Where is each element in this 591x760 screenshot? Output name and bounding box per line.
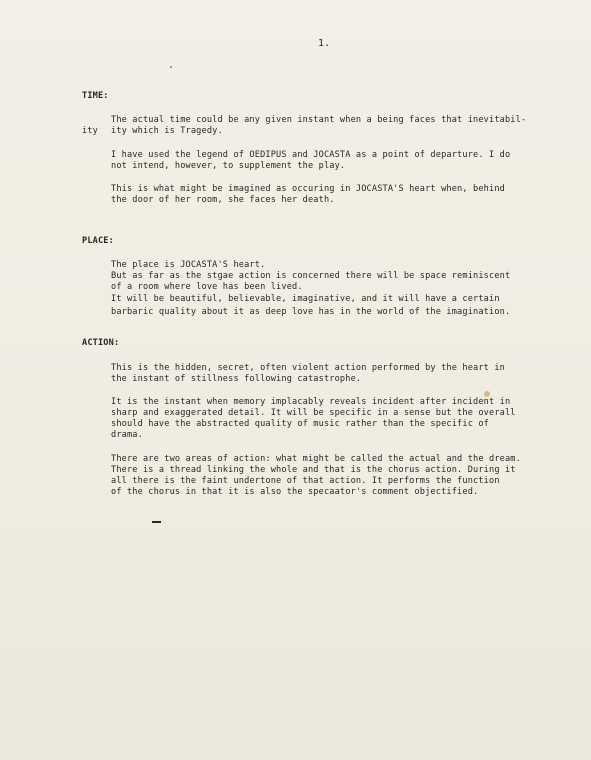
- place-line-4: It will be beautiful, believable, imaginative, and it will have a certain: [111, 294, 500, 304]
- place-line-5: barbaric quality about it as deep love has in the world of the imagination.: [111, 307, 511, 317]
- time-paragraph-3-line-1: This is what might be imagined as occuring in JOCASTA'S heart when, behind: [111, 184, 505, 194]
- page-number: 1.: [318, 38, 331, 49]
- time-margin-ity: ity: [82, 126, 98, 136]
- action-paragraph-3-line-3: all there is the faint undertone of that action. It performs the function: [111, 476, 500, 486]
- time-paragraph-1-line-2: ity which is Tragedy.: [111, 126, 223, 136]
- action-paragraph-2-line-3: should have the abstracted quality of music rather than the specific of: [111, 419, 489, 429]
- action-paragraph-1-line-2: the instant of stillness following catastrophe.: [111, 374, 362, 384]
- time-paragraph-1-line-1: The actual time could be any given instant when a being faces that inevitabil-: [111, 115, 527, 125]
- action-paragraph-1-line-1: This is the hidden, secret, often violent action performed by the heart in: [111, 363, 505, 373]
- stain-mark: [484, 391, 490, 397]
- action-paragraph-2-line-4: drama.: [111, 430, 143, 440]
- action-paragraph-3-line-2: There is a thread linking the whole and that is the chorus action. During it: [111, 465, 516, 475]
- place-line-1: The place is JOCASTA'S heart.: [111, 260, 266, 270]
- action-paragraph-2-line-1: It is the instant when memory implacably reveals incident after incident in: [111, 397, 511, 407]
- time-paragraph-3-line-2: the door of her room, she faces her death.: [111, 195, 335, 205]
- time-paragraph-2-line-2: not intend, however, to supplement the play.: [111, 161, 346, 171]
- action-paragraph-2-line-2: sharp and exaggerated detail. It will be specific in a sense but the overall: [111, 408, 516, 418]
- action-heading: ACTION:: [82, 338, 120, 348]
- place-line-2: But as far as the stgae action is concerned there will be space reminiscent: [111, 271, 511, 281]
- place-line-3: of a room where love has been lived.: [111, 282, 303, 292]
- time-heading: TIME:: [82, 91, 109, 101]
- stray-dash-mark: [152, 521, 161, 523]
- stray-dot-mark: [170, 66, 172, 68]
- time-paragraph-2-line-1: I have used the legend of OEDIPUS and JOCASTA as a point of departure. I do: [111, 150, 511, 160]
- action-paragraph-3-line-4: of the chorus in that it is also the specaator's comment objectified.: [111, 487, 479, 497]
- place-heading: PLACE:: [82, 236, 114, 246]
- action-paragraph-3-line-1: There are two areas of action: what might be called the actual and the dream.: [111, 454, 521, 464]
